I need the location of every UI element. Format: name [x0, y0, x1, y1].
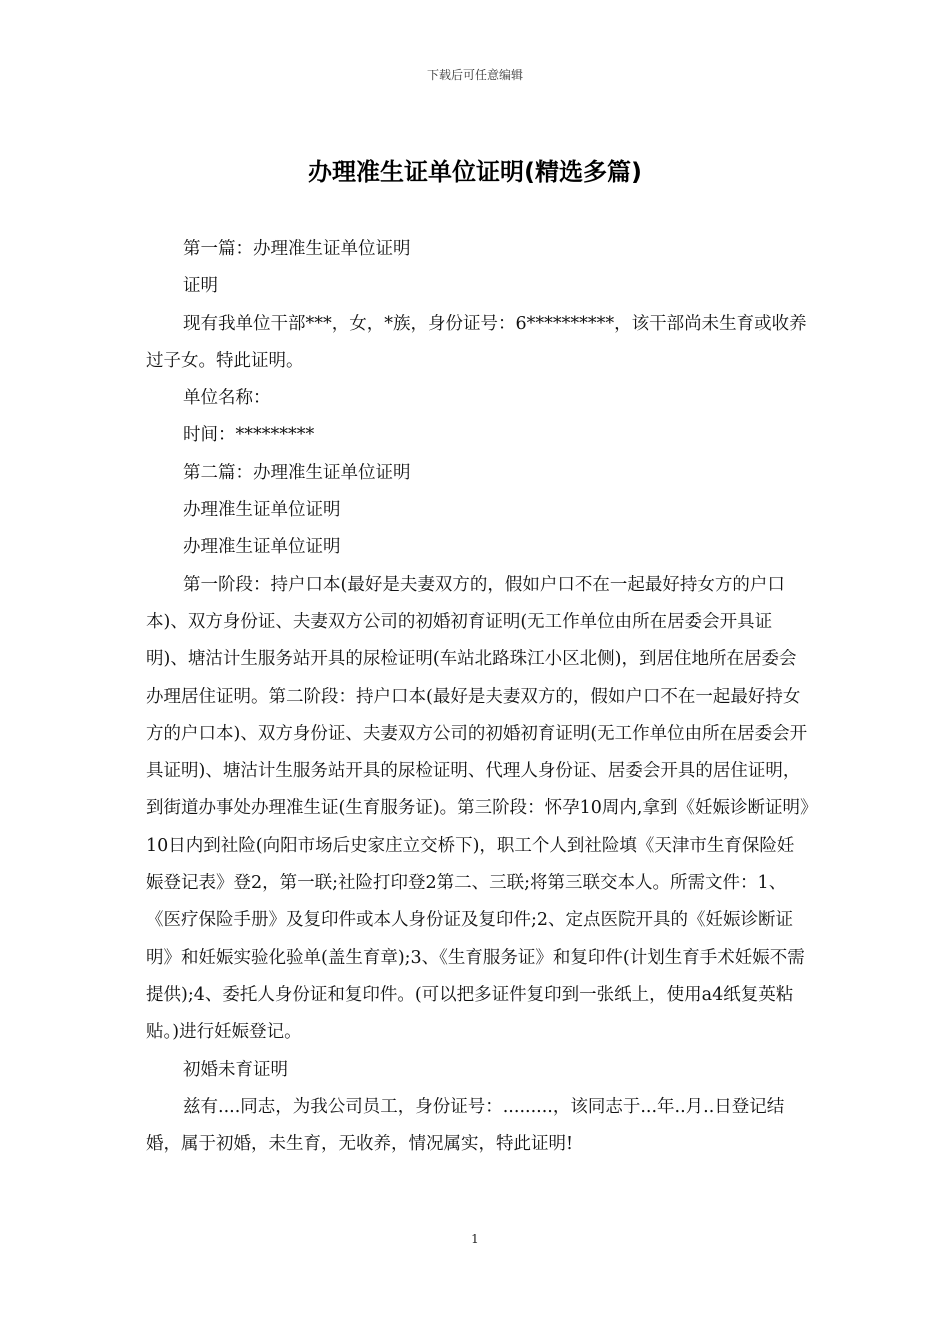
first-marriage-heading: 初婚未育证明 [183, 1059, 288, 1080]
section-heading-2: 第二篇：办理准生证单位证明 [183, 462, 411, 483]
document-body [146, 231, 811, 1163]
certificate-heading: 证明 [183, 276, 218, 297]
document-title: 办理准生证单位证明(精选多篇) [308, 158, 642, 186]
subheading: 办理准生证单位证明 [183, 500, 341, 521]
first-marriage-statement: 兹有....同志，为我公司员工，身份证号：.........，该同志于...年..月..日登记结婚，属于初婚，未生育，无收养，情况属实，特此证明! [146, 1096, 785, 1155]
subheading: 办理准生证单位证明 [183, 537, 341, 558]
header-note: 下载后可任意编辑 [426, 68, 523, 82]
procedure-paragraph: 第一阶段：持户口本(最好是夫妻双方的，假如户口不在一起最好持女方的户口本)、双方身份证、夫妻双方公司的初婚初育证明(无工作单位由所在居委会开具证明)、塘沽计生服务站开具的尿检证明(车站北路珠江小区北侧)，到居住地所在居委会办理居住证明。第二阶段：持户口本(最好是夫妻双方的，假如户口不在一起最好持女方的户口本)、双方身份证、夫妻双方公司的初婚初育证明(无工作单位由所在居委会开具证明)、塘沽计生服务站开具的尿检证明、代理人身份证、居委会开具的居住证明，到街道办事处办理准生证(生育服务证)。第三阶段：怀孕10周内,拿到《妊娠诊断证明》10日内到社险(向阳市场后史家庄立交桥下)，职工个人到社险填《天津市生育保险妊娠登记表》登2，第一联;社险打印登2第二、三联;将第三联交本人。所需文件：1、《医疗保险手册》及复印件或本人身份证及复印件;2、定点医院开具的《妊娠诊断证明》和妊娠实验化验单(盖生育章);3、《生育服务证》和复印件(计划生育手术妊娠不需提供);4、委托人身份证和复印件。(可以把多证件复印到一张纸上，使用a4纸复英粘贴。)进行妊娠登记。 [146, 574, 809, 1043]
date-line: 时间：********* [183, 425, 315, 446]
page-number: 1 [471, 1232, 479, 1246]
unit-name-line: 单位名称： [183, 388, 271, 409]
certificate-statement: 现有我单位干部***，女，*族，身份证号：6**********，该干部尚未生育或收养过子女。特此证明。 [146, 313, 807, 371]
section-heading-1: 第一篇：办理准生证单位证明 [183, 239, 411, 259]
